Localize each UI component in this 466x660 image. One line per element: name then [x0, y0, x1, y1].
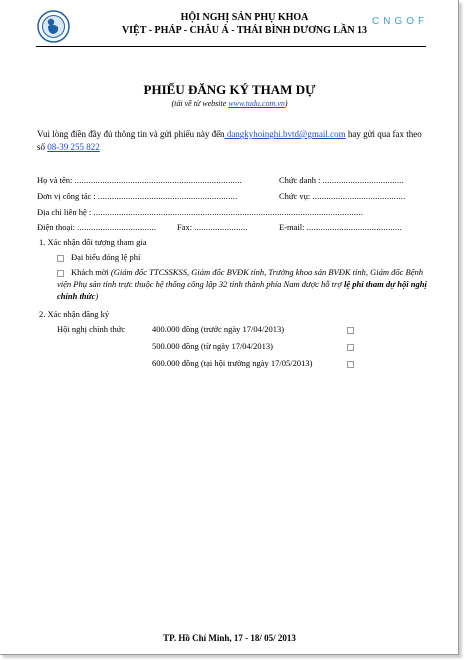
- address-row: [37, 207, 363, 217]
- phone-row: [37, 222, 156, 232]
- email-link[interactable]: dangkyhoinghi.bvtd@gmail.com: [224, 129, 346, 139]
- intro-paragraph: [37, 128, 429, 154]
- section2-heading: 2. Xác nhận đăng ký: [39, 309, 110, 319]
- email-row: [279, 222, 402, 232]
- phone-field[interactable]: ..................................: [77, 222, 157, 232]
- price-option-3: 600.000 đồng (tại hội trường ngày 17/05/2013): [152, 358, 313, 368]
- option-label: Khách mời: [71, 267, 111, 277]
- title-label: Chức danh :: [279, 175, 323, 185]
- conference-subtitle: VIỆT - PHÁP - CHÂU Á - THÁI BÌNH DƯƠNG LẦN 13: [121, 25, 368, 36]
- option-description-end: ): [95, 291, 99, 301]
- section1-heading: 1. Xác nhận đối tượng tham gia: [39, 237, 147, 247]
- checkbox[interactable]: [57, 270, 64, 277]
- fax-link[interactable]: 08-39 255 822: [47, 142, 100, 152]
- price-checkbox-2[interactable]: [347, 344, 354, 351]
- header-divider: [36, 46, 426, 47]
- fax-label: Fax:: [177, 222, 195, 232]
- fax-row: [177, 222, 248, 232]
- price-checkbox-3[interactable]: [347, 361, 354, 368]
- footer-location-date: TP. Hồ Chí Minh, 17 - 18/ 05/ 2013: [163, 633, 296, 643]
- option-label: Đại biểu đóng lệ phí: [71, 252, 141, 262]
- price-option-2: 500.000 đồng (từ ngày 17/04/2013): [152, 341, 274, 351]
- title-field[interactable]: ...................................: [322, 175, 404, 185]
- option-description-bold: lệ phí tham dự hội nghị chính thức: [57, 279, 427, 301]
- unit-label: Đơn vị công tác :: [37, 191, 98, 201]
- intro-text-2: hay gửi qua fax theo số: [37, 129, 422, 152]
- name-label: Họ và tên:: [37, 175, 75, 185]
- price-checkbox-1[interactable]: [347, 327, 354, 334]
- email-label: E-mail:: [279, 222, 307, 232]
- subtitle-prefix: (tải về từ website: [171, 99, 229, 108]
- cngof-logo: CNGOF: [372, 16, 429, 27]
- option-description: (Giám đốc TTCSSKSS, Giám đốc BVĐK tỉnh, Trưởng khoa sản BVĐK tỉnh, Giám đốc Bệnh viện Phụ sản tỉnh trực thuộc hệ thống công lập 32 tỉnh thành phía Nam được hỗ trợ: [57, 267, 424, 289]
- title-row: [279, 175, 404, 185]
- form-title: PHIẾU ĐĂNG KÝ THAM DỰ: [143, 82, 316, 97]
- name-field[interactable]: ........................................................................: [74, 175, 242, 185]
- form-subtitle: [0, 99, 459, 108]
- position-row: [279, 191, 405, 201]
- subtitle-suffix: ): [284, 99, 288, 108]
- option-invited-guest[interactable]: [57, 266, 429, 302]
- address-label: Địa chỉ liên hệ :: [37, 207, 94, 217]
- address-field[interactable]: ....................................................................................................................: [93, 207, 364, 217]
- email-field[interactable]: .........................................: [306, 222, 402, 232]
- fax-field[interactable]: .......................: [194, 222, 248, 232]
- unit-row: [37, 191, 237, 201]
- official-conference-label: Hội nghị chính thức: [57, 324, 126, 334]
- position-field[interactable]: ........................................: [312, 191, 406, 201]
- option-paying-delegate[interactable]: [57, 252, 140, 262]
- phone-label: Điện thoại:: [37, 222, 78, 232]
- conference-title: HỘI NGHỊ SẢN PHỤ KHOA: [180, 12, 309, 23]
- website-link[interactable]: www.tudu.com.vn: [228, 99, 285, 108]
- unit-field[interactable]: ............................................................: [97, 191, 238, 201]
- position-label: Chức vụ:: [279, 191, 313, 201]
- name-row: [37, 175, 242, 185]
- intro-text: Vui lòng điền đầy đủ thông tin và gửi phiếu này đến: [37, 129, 225, 139]
- checkbox[interactable]: [57, 255, 64, 262]
- price-option-1: 400.000 đồng (trước ngày 17/04/2013): [152, 324, 285, 334]
